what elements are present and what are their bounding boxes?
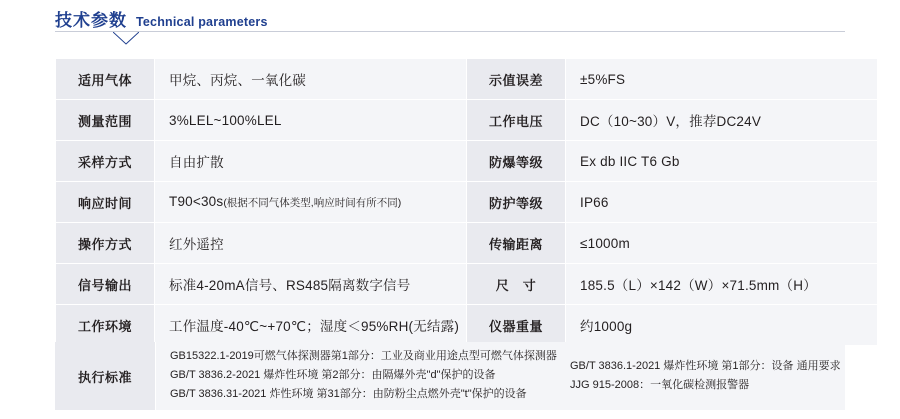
row-value-right: 185.5（L）×142（W）×71.5mm（H）	[566, 264, 878, 305]
standards-body	[155, 342, 845, 410]
row-label-left: 响应时间	[56, 182, 155, 223]
row-value-left: 自由扩散	[155, 141, 467, 182]
standards-line: GB/T 3836.31-2021 炸性环境 第31部分：由防粉尘点燃外壳"t"保护的设备	[170, 387, 527, 400]
row-label-right: 防护等级	[467, 182, 566, 223]
row-value-right: ≤1000m	[566, 223, 878, 264]
row-value-left: 工作温度-40℃~+70℃；湿度＜95%RH(无结露)	[155, 305, 467, 346]
standards-label: 执行标准	[55, 342, 155, 410]
row-value-left: 标准4-20mA信号、RS485隔离数字信号	[155, 264, 467, 305]
row-value-right: 约1000g	[566, 305, 878, 346]
table-row	[56, 305, 878, 346]
row-label-right: 防爆等级	[467, 141, 566, 182]
row-value-right: Ex db IIC T6 Gb	[566, 141, 878, 182]
standards-line: GB15322.1-2019可燃气体探测器第1部分：工业及商业用途点型可燃气体探测器	[170, 350, 557, 363]
page-title-cn: 技术参数	[55, 11, 127, 30]
spec-table-body	[56, 59, 878, 346]
row-value-left: 甲烷、丙烷、一氧化碳	[155, 59, 467, 100]
table-row	[56, 182, 878, 223]
table-row	[56, 141, 878, 182]
row-value-left: 红外遥控	[155, 223, 467, 264]
row-label-left: 操作方式	[56, 223, 155, 264]
row-label-right: 仪器重量	[467, 305, 566, 346]
row-label-left: 信号输出	[56, 264, 155, 305]
row-label-right: 传输距离	[467, 223, 566, 264]
row-label-left: 工作环境	[56, 305, 155, 346]
row-label-right: 示值误差	[467, 59, 566, 100]
table-row	[56, 223, 878, 264]
standards-line: GB/T 3836.2-2021 爆炸性环境 第2部分：由隔爆外壳"d"保护的设备	[170, 369, 496, 382]
standards-block	[55, 342, 845, 410]
row-label-right: 尺 寸	[467, 264, 566, 305]
row-label-left: 测量范围	[56, 100, 155, 141]
standards-column-2	[570, 351, 841, 401]
row-value-right: IP66	[566, 182, 878, 223]
standards-line: GB/T 3836.1-2021 爆炸性环境 第1部分：设备 通用要求	[570, 359, 841, 372]
row-label-left: 适用气体	[56, 59, 155, 100]
row-value-right: DC（10~30）V，推荐DC24V	[566, 100, 878, 141]
row-value-note: (根据不同气体类型,响应时间有所不同)	[223, 197, 402, 209]
page-header	[55, 6, 268, 31]
row-value-main: T90<30s	[169, 194, 224, 209]
row-value-left	[155, 182, 467, 223]
header-divider	[55, 31, 845, 32]
row-value-right: ±5%FS	[566, 59, 878, 100]
table-row	[56, 59, 878, 100]
table-row	[56, 100, 878, 141]
row-label-right: 工作电压	[467, 100, 566, 141]
standards-line: JJG 915-2008：一氧化碳检测报警器	[570, 378, 750, 391]
standards-column-1	[170, 351, 560, 401]
header-marker-icon	[113, 32, 139, 45]
row-label-left: 采样方式	[56, 141, 155, 182]
page-title-en: Technical parameters	[136, 15, 268, 29]
spec-table	[55, 58, 878, 346]
row-value-left: 3%LEL~100%LEL	[155, 100, 467, 141]
table-row	[56, 264, 878, 305]
